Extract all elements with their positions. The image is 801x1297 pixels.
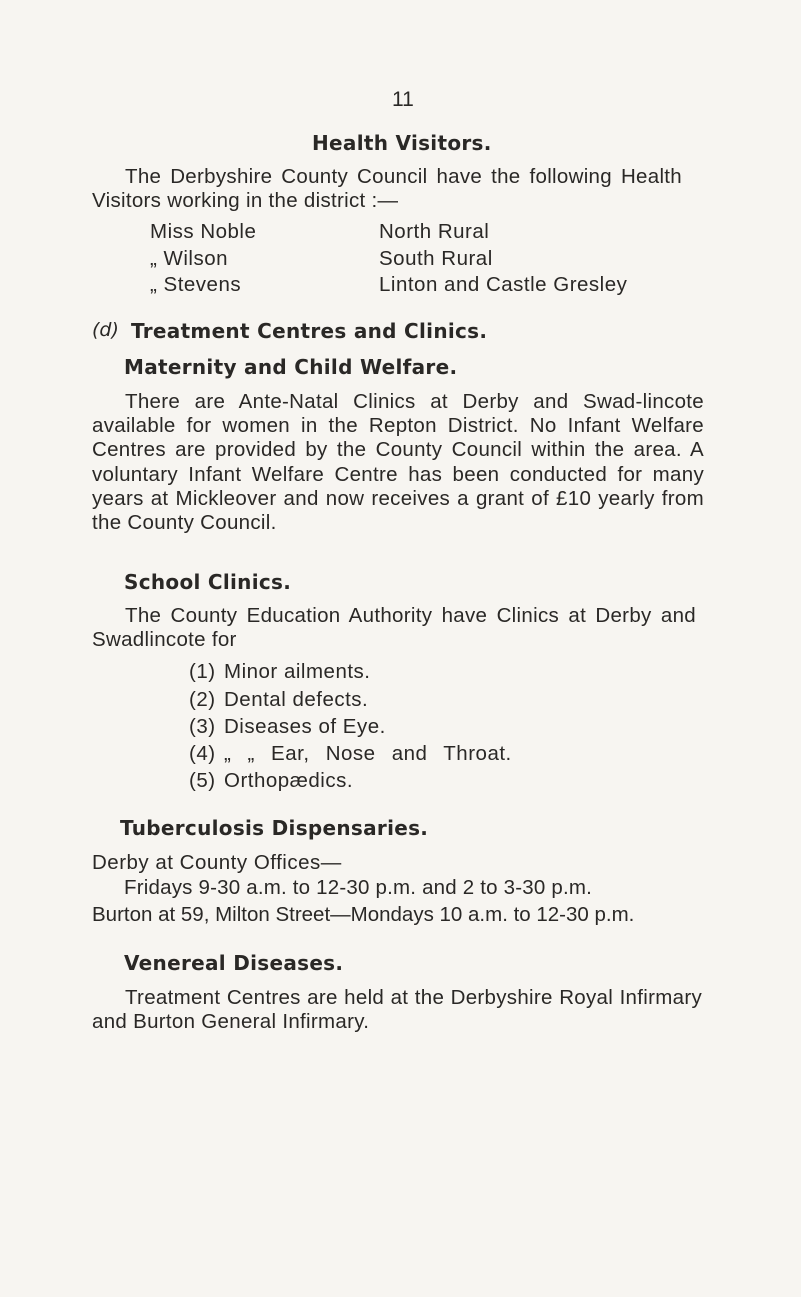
visitor-district-1: North Rural bbox=[379, 220, 490, 243]
visitor-name-1: Miss Noble bbox=[150, 220, 257, 243]
health-visitors-heading: Health Visitors. bbox=[312, 131, 492, 155]
school-clinics-heading: School Clinics. bbox=[124, 570, 292, 594]
visitor-district-3: Linton and Castle Gresley bbox=[379, 273, 628, 296]
tuberculosis-line-1: Derby at County Offices— bbox=[92, 851, 342, 874]
venereal-paragraph: Treatment Centres are held at the Derbyshire Royal Infirmary and Burton General Infirmary. bbox=[92, 986, 702, 1034]
list-item-number: (5) bbox=[189, 769, 216, 792]
venereal-heading: Venereal Diseases. bbox=[124, 951, 344, 975]
school-clinics-intro: The County Education Authority have Clinics at Derby and Swadlincote for bbox=[92, 604, 696, 652]
health-visitors-intro: The Derbyshire County Council have the following Health Visitors working in the district :— bbox=[92, 165, 682, 213]
list-item-text: Orthopædics. bbox=[224, 769, 354, 792]
tuberculosis-heading: Tuberculosis Dispensaries. bbox=[120, 816, 429, 840]
treatment-prefix: (d) bbox=[92, 319, 119, 341]
list-item-text: Dental defects. bbox=[224, 688, 369, 711]
list-item-number: (1) bbox=[189, 660, 216, 683]
page-number: 11 bbox=[392, 88, 414, 111]
visitor-name-2: „ Wilson bbox=[150, 247, 229, 270]
list-item-number: (2) bbox=[189, 688, 216, 711]
list-item-text: Minor ailments. bbox=[224, 660, 371, 683]
maternity-paragraph: There are Ante-Natal Clinics at Derby and Swad-lincote available for women in the Repton District. No Infant Welfare Centres are provided by the County Council within the area. A voluntary Infant Welfare Centre has been conducted for many years at Mickleover and now receives a grant of £10 yearly from the County Council. bbox=[92, 390, 704, 535]
tuberculosis-line-3: Burton at 59, Milton Street—Mondays 10 a.m. to 12-30 p.m. bbox=[92, 903, 635, 926]
visitor-name-3: „ Stevens bbox=[150, 273, 242, 296]
tuberculosis-line-2: Fridays 9-30 a.m. to 12-30 p.m. and 2 to 3-30 p.m. bbox=[124, 876, 593, 899]
visitor-district-2: South Rural bbox=[379, 247, 493, 270]
maternity-heading: Maternity and Child Welfare. bbox=[124, 355, 458, 379]
treatment-heading: Treatment Centres and Clinics. bbox=[131, 319, 488, 343]
list-item-text: „ „ Ear, Nose and Throat. bbox=[224, 742, 512, 765]
list-item-text: Diseases of Eye. bbox=[224, 715, 386, 738]
list-item-number: (3) bbox=[189, 715, 216, 738]
list-item-number: (4) bbox=[189, 742, 216, 765]
